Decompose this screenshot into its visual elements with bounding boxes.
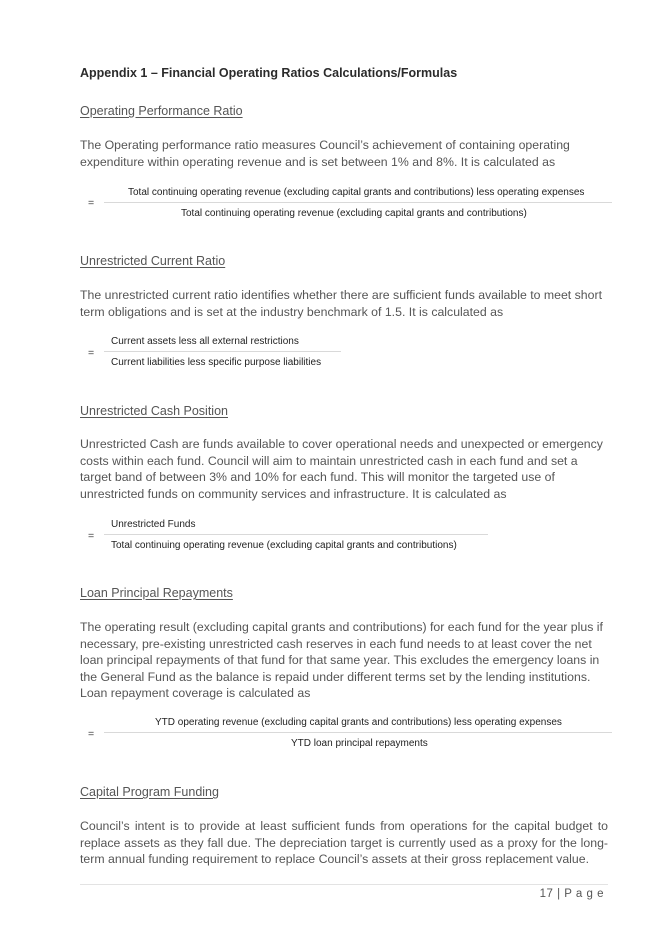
section-text-unrestricted-cash-position: Unrestricted Cash are funds available to cover operational needs and unexpected or emergency costs within each fund. Council will aim to maintain unrestricted cash in each fund and set a target band of between 3% and 10% for each fund. This will monitor the targeted use of unrestricted funds on community services and infrastructure. It is calculated as	[80, 437, 603, 501]
formula-equals: =	[88, 347, 95, 359]
section-text-operating-performance: The Operating performance ratio measures Council’s achievement of containing operating expenditure within operating revenue and is set between 1% and 8%. It is calculated as	[80, 138, 570, 169]
section-text-loan-principal-repayments: The operating result (excluding capital grants and contributions) for each fund for the year plus if necessary, pre-existing unrestricted cash reserves in each fund needs to at least cover the net loan principal repayments of that fund for that same year. This excludes the emergency loans in the General Fund as the balance is repaid under different terms set by the lending institutions. Loan repayment coverage is calculated as	[80, 620, 603, 701]
formula-numerator: Current assets less all external restrictions	[111, 336, 299, 347]
page-number: 17 | P a g e	[539, 888, 604, 900]
formula-fraction-bar	[104, 732, 612, 733]
section-heading-unrestricted-current-ratio: Unrestricted Current Ratio	[80, 254, 226, 268]
formula-numerator: YTD operating revenue (excluding capital grants and contributions) less operating expenses	[155, 717, 562, 728]
document-title: Appendix 1 – Financial Operating Ratios Calculations/Formulas	[80, 66, 458, 80]
formula-equals: =	[88, 530, 95, 542]
formula-equals: =	[88, 728, 95, 740]
formula-numerator: Unrestricted Funds	[111, 519, 196, 530]
section-heading-operating-performance: Operating Performance Ratio	[80, 104, 243, 118]
formula-equals: =	[88, 197, 95, 209]
formula-fraction-bar	[104, 202, 612, 203]
footer-divider	[80, 884, 608, 885]
formula-denominator: YTD loan principal repayments	[291, 738, 428, 749]
section-text-unrestricted-current-ratio: The unrestricted current ratio identifies whether there are sufficient funds available to meet short term obligations and is set at the industry benchmark of 1.5. It is calculated as	[80, 288, 602, 319]
formula-denominator: Total continuing operating revenue (excluding capital grants and contributions)	[181, 208, 527, 219]
formula-fraction-bar	[104, 351, 341, 352]
section-heading-loan-principal-repayments: Loan Principal Repayments	[80, 586, 233, 600]
formula-numerator: Total continuing operating revenue (excluding capital grants and contributions) less operating expenses	[128, 187, 585, 198]
section-text-capital-program-funding: Council’s intent is to provide at least sufficient funds from operations for the capital budget to replace assets as they fall due. The depreciation target is currently used as a proxy for the long-term annual funding requirement to replace Council’s assets at their gross replacement value.	[80, 819, 608, 867]
section-heading-capital-program-funding: Capital Program Funding	[80, 785, 219, 799]
formula-fraction-bar	[104, 534, 488, 535]
section-heading-unrestricted-cash-position: Unrestricted Cash Position	[80, 404, 228, 418]
formula-denominator: Total continuing operating revenue (excluding capital grants and contributions)	[111, 540, 457, 551]
formula-denominator: Current liabilities less specific purpose liabilities	[111, 357, 322, 368]
